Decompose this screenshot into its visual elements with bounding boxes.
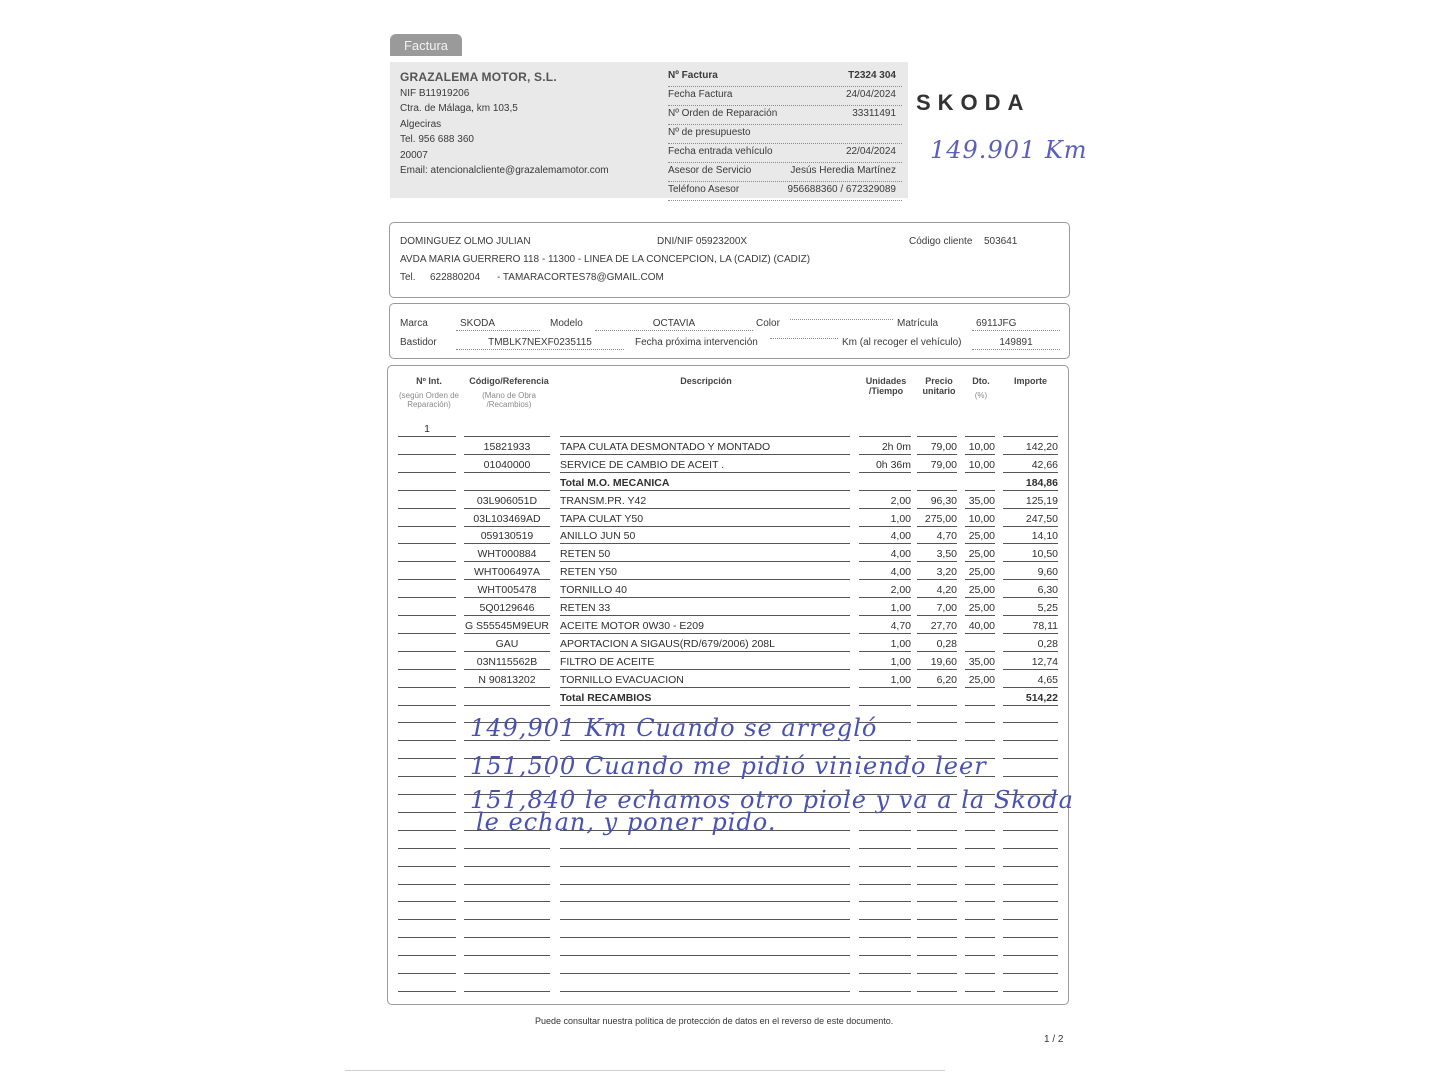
row-discount	[965, 903, 995, 920]
row-units	[859, 850, 911, 867]
meta-vehicle-entry-date	[668, 144, 902, 163]
header-code: Código/Referencia	[469, 376, 549, 386]
row-description: RETEN Y50	[560, 563, 850, 580]
handwritten-km-note: 149.901 Km	[930, 136, 1088, 164]
client-code-label: Código cliente	[909, 236, 973, 247]
row-code: GAU	[464, 635, 550, 652]
row-units	[859, 814, 911, 831]
table-row	[398, 689, 1058, 707]
table-row	[398, 563, 1058, 581]
row-description: TORNILLO EVACUACION	[560, 671, 850, 688]
row-description: Total M.O. MECANICA	[560, 474, 850, 491]
row-discount	[965, 957, 995, 974]
row-code	[464, 975, 550, 992]
table-row	[398, 581, 1058, 599]
table-row	[398, 599, 1058, 617]
row-discount	[965, 939, 995, 956]
row-discount: 35,00	[965, 653, 995, 670]
row-code	[464, 921, 550, 938]
table-row	[398, 420, 1058, 438]
row-code: 15821933	[464, 438, 550, 455]
row-amount	[1003, 921, 1058, 938]
header-discount: Dto.	[972, 376, 990, 386]
row-description: RETEN 50	[560, 545, 850, 562]
row-discount	[965, 706, 995, 723]
vehicle-km-label: Km (al recoger el vehículo)	[842, 337, 962, 348]
meta-repair-order	[668, 106, 902, 125]
row-description: SERVICE DE CAMBIO DE ACEIT .	[560, 456, 850, 473]
vehicle-plate: 6911JFG	[972, 318, 1060, 331]
row-units: 2,00	[859, 492, 911, 509]
row-amount: 4,65	[1003, 671, 1058, 688]
table-row	[398, 850, 1058, 868]
row-price	[917, 957, 957, 974]
row-units: 4,00	[859, 527, 911, 544]
row-price	[917, 420, 957, 437]
row-int	[398, 581, 456, 598]
row-amount: 78,11	[1003, 617, 1058, 634]
row-discount: 10,00	[965, 438, 995, 455]
table-row	[398, 635, 1058, 653]
client-address: AVDA MARIA GUERRERO 118 - 11300 - LINEA DE LA CONCEPCION, LA (CADIZ) (CADIZ)	[400, 254, 811, 265]
row-amount	[1003, 975, 1058, 992]
row-units	[859, 868, 911, 885]
vehicle-next-service-label: Fecha próxima intervención	[635, 337, 758, 348]
row-int	[398, 617, 456, 634]
row-code: 5Q0129646	[464, 599, 550, 616]
row-int	[398, 850, 456, 867]
row-units	[859, 939, 911, 956]
row-int	[398, 957, 456, 974]
row-units	[859, 885, 911, 902]
vehicle-vin: TMBLK7NEXF0235115	[456, 337, 624, 350]
row-amount	[1003, 760, 1058, 777]
row-description: RETEN 33	[560, 599, 850, 616]
row-code	[464, 885, 550, 902]
row-price	[917, 814, 957, 831]
header-discount-sub: (%)	[974, 391, 988, 400]
table-row	[398, 957, 1058, 975]
row-price: 96,30	[917, 492, 957, 509]
meta-label: Fecha Factura	[668, 89, 733, 100]
table-row	[398, 975, 1058, 993]
row-units: 4,70	[859, 617, 911, 634]
row-discount	[965, 850, 995, 867]
document-type-tab: Factura	[390, 34, 462, 56]
header-description: Descripción	[680, 376, 732, 386]
scan-edge	[345, 1070, 945, 1071]
client-box	[389, 222, 1070, 298]
row-description	[560, 975, 850, 992]
row-int	[398, 778, 456, 795]
row-price	[917, 850, 957, 867]
row-description	[560, 921, 850, 938]
meta-value: 956688360 / 672329089	[787, 184, 896, 195]
row-int	[398, 545, 456, 562]
handwritten-note-line: 151,840 le echamos otro piole y va a la Skoda	[470, 786, 1074, 814]
privacy-note: Puede consultar nuestra política de protección de datos en el reverso de este documento.	[535, 1016, 894, 1026]
row-units: 2h 0m	[859, 438, 911, 455]
header-int-sub: (según Orden de Reparación)	[398, 391, 460, 409]
row-discount: 10,00	[965, 510, 995, 527]
row-price: 6,20	[917, 671, 957, 688]
invoice-header	[390, 62, 908, 198]
vehicle-model: OCTAVIA	[595, 318, 753, 331]
row-amount	[1003, 885, 1058, 902]
row-code: 03L103469AD	[464, 510, 550, 527]
row-int	[398, 706, 456, 723]
vehicle-vin-label: Bastidor	[400, 337, 437, 348]
row-price	[917, 832, 957, 849]
row-discount	[965, 868, 995, 885]
table-row	[398, 438, 1058, 456]
table-row	[398, 939, 1058, 957]
meta-label: Nº Factura	[668, 70, 718, 81]
row-units	[859, 832, 911, 849]
row-amount: 514,22	[1003, 689, 1058, 706]
row-description	[560, 957, 850, 974]
row-code: G S55545M9EUR	[464, 617, 550, 634]
vehicle-box	[389, 303, 1070, 359]
table-row	[398, 671, 1058, 689]
table-row	[398, 492, 1058, 510]
row-code	[464, 420, 550, 437]
row-amount: 125,19	[1003, 492, 1058, 509]
brand-logo: SKODA	[916, 90, 1031, 115]
handwritten-note-line: 151,500 Cuando me pidió viniendo leer	[470, 752, 987, 780]
row-amount: 184,86	[1003, 474, 1058, 491]
meta-label: Asesor de Servicio	[668, 165, 752, 176]
row-code: 059130519	[464, 527, 550, 544]
vehicle-brand-label: Marca	[400, 318, 428, 329]
client-name: DOMINGUEZ OLMO JULIAN	[400, 236, 531, 247]
row-amount	[1003, 742, 1058, 759]
row-price: 4,20	[917, 581, 957, 598]
row-units	[859, 975, 911, 992]
handwritten-note-line: 149,901 Km Cuando se arregló	[470, 714, 878, 742]
row-int	[398, 510, 456, 527]
row-units: 1,00	[859, 635, 911, 652]
row-amount	[1003, 939, 1058, 956]
row-amount: 14,10	[1003, 527, 1058, 544]
table-row	[398, 545, 1058, 563]
row-amount	[1003, 706, 1058, 723]
row-discount	[965, 832, 995, 849]
row-price: 0,28	[917, 635, 957, 652]
vehicle-next-service	[770, 337, 838, 339]
table-row	[398, 868, 1058, 886]
header-int: Nº Int.	[416, 376, 442, 386]
meta-label: Fecha entrada vehículo	[668, 146, 773, 157]
row-units	[859, 420, 911, 437]
row-price	[917, 474, 957, 491]
row-int	[398, 724, 456, 741]
table-row	[398, 510, 1058, 528]
company-address: Ctra. de Málaga, km 103,5	[400, 103, 518, 114]
table-row	[398, 456, 1058, 474]
row-code	[464, 939, 550, 956]
row-amount: 10,50	[1003, 545, 1058, 562]
row-discount	[965, 814, 995, 831]
row-int	[398, 474, 456, 491]
row-discount	[965, 420, 995, 437]
vehicle-color	[790, 318, 893, 320]
row-units	[859, 903, 911, 920]
row-int	[398, 527, 456, 544]
row-amount: 9,60	[1003, 563, 1058, 580]
meta-value: 22/04/2024	[845, 146, 896, 157]
table-row	[398, 617, 1058, 635]
header-code-sub: (Mano de Obra /Recambios)	[482, 391, 536, 409]
row-int	[398, 939, 456, 956]
row-int	[398, 438, 456, 455]
meta-service-advisor	[668, 163, 902, 182]
row-price	[917, 975, 957, 992]
client-code: 503641	[984, 236, 1018, 247]
company-info	[400, 70, 609, 179]
row-code	[464, 850, 550, 867]
row-discount	[965, 635, 995, 652]
row-description	[560, 903, 850, 920]
row-price: 3,20	[917, 563, 957, 580]
row-discount	[965, 724, 995, 741]
row-description	[560, 420, 850, 437]
row-price	[917, 706, 957, 723]
meta-label: Teléfono Asesor	[668, 184, 740, 195]
row-amount: 5,25	[1003, 599, 1058, 616]
table-row	[398, 474, 1058, 492]
vehicle-km: 149891	[972, 337, 1060, 350]
row-int	[398, 671, 456, 688]
row-units: 0h 36m	[859, 456, 911, 473]
row-price	[917, 689, 957, 706]
meta-invoice-number	[668, 68, 902, 87]
row-code	[464, 868, 550, 885]
row-discount	[965, 921, 995, 938]
row-discount: 40,00	[965, 617, 995, 634]
row-discount: 35,00	[965, 492, 995, 509]
row-code: WHT000884	[464, 545, 550, 562]
row-price	[917, 885, 957, 902]
table-row	[398, 903, 1058, 921]
row-price: 79,00	[917, 456, 957, 473]
client-phone: 622880204	[430, 272, 481, 283]
row-description: APORTACION A SIGAUS(RD/679/2006) 208L	[560, 635, 850, 652]
row-discount: 25,00	[965, 527, 995, 544]
row-amount: 42,66	[1003, 456, 1058, 473]
meta-quote-number	[668, 125, 902, 144]
meta-value: T2324 304	[848, 70, 896, 81]
row-units	[859, 957, 911, 974]
row-description: TORNILLO 40	[560, 581, 850, 598]
row-int	[398, 868, 456, 885]
row-amount	[1003, 868, 1058, 885]
company-phone: Tel. 956 688 360	[400, 134, 474, 145]
row-units	[859, 474, 911, 491]
handwritten-note-line: le echan, y poner pido.	[476, 808, 777, 836]
row-int	[398, 653, 456, 670]
row-amount	[1003, 724, 1058, 741]
table-row	[398, 921, 1058, 939]
row-code: WHT006497A	[464, 563, 550, 580]
row-description: TAPA CULATA DESMONTADO Y MONTADO	[560, 438, 850, 455]
row-price: 19,60	[917, 653, 957, 670]
row-discount	[965, 689, 995, 706]
row-int: 1	[398, 420, 456, 437]
meta-label: Nº de presupuesto	[668, 127, 751, 138]
row-int	[398, 563, 456, 580]
row-int	[398, 689, 456, 706]
row-code	[464, 957, 550, 974]
row-int	[398, 796, 456, 813]
row-amount	[1003, 832, 1058, 849]
row-description: ANILLO JUN 50	[560, 527, 850, 544]
row-discount: 25,00	[965, 671, 995, 688]
row-int	[398, 903, 456, 920]
header-units: Unidades /Tiempo	[865, 376, 907, 396]
row-int	[398, 921, 456, 938]
row-description: TAPA CULAT Y50	[560, 510, 850, 527]
row-int	[398, 814, 456, 831]
row-code	[464, 903, 550, 920]
row-discount	[965, 975, 995, 992]
row-code: WHT005478	[464, 581, 550, 598]
meta-value: Jesús Heredia Martínez	[790, 165, 896, 176]
row-int	[398, 492, 456, 509]
row-description	[560, 850, 850, 867]
row-amount: 12,74	[1003, 653, 1058, 670]
row-code	[464, 474, 550, 491]
row-amount	[1003, 850, 1058, 867]
company-name: GRAZALEMA MOTOR, S.L.	[400, 70, 557, 84]
company-code: 20007	[400, 149, 428, 161]
row-units: 4,00	[859, 563, 911, 580]
row-discount	[965, 885, 995, 902]
row-discount: 10,00	[965, 456, 995, 473]
row-units: 1,00	[859, 671, 911, 688]
row-units: 1,00	[859, 653, 911, 670]
row-price	[917, 921, 957, 938]
row-description	[560, 868, 850, 885]
company-city: Algeciras	[400, 118, 442, 130]
row-units	[859, 921, 911, 938]
row-units: 1,00	[859, 510, 911, 527]
row-price	[917, 868, 957, 885]
row-amount	[1003, 903, 1058, 920]
row-int	[398, 742, 456, 759]
row-amount: 247,50	[1003, 510, 1058, 527]
meta-invoice-date	[668, 87, 902, 106]
vehicle-color-label: Color	[756, 318, 780, 329]
row-code: 03N115562B	[464, 653, 550, 670]
client-email: - TAMARACORTES78@GMAIL.COM	[497, 272, 664, 283]
row-price: 3,50	[917, 545, 957, 562]
row-price: 7,00	[917, 599, 957, 616]
client-dni: DNI/NIF 05923200X	[657, 236, 748, 247]
row-price: 27,70	[917, 617, 957, 634]
company-email: Email: atencionalcliente@grazalemamotor.com	[400, 165, 609, 176]
row-discount: 25,00	[965, 599, 995, 616]
row-int	[398, 885, 456, 902]
table-row	[398, 653, 1058, 671]
row-units: 1,00	[859, 599, 911, 616]
row-int	[398, 456, 456, 473]
row-int	[398, 975, 456, 992]
meta-advisor-phone	[668, 182, 902, 201]
company-nif: NIF B11919206	[400, 87, 470, 99]
row-int	[398, 599, 456, 616]
invoice-meta	[668, 68, 902, 201]
table-row	[398, 527, 1058, 545]
client-tel-label: Tel.	[400, 272, 416, 283]
row-discount: 25,00	[965, 581, 995, 598]
row-amount: 6,30	[1003, 581, 1058, 598]
row-int	[398, 760, 456, 777]
header-amount: Importe	[1013, 376, 1047, 386]
row-amount	[1003, 420, 1058, 437]
row-code: N 90813202	[464, 671, 550, 688]
vehicle-model-label: Modelo	[550, 318, 583, 329]
row-price: 275,00	[917, 510, 957, 527]
vehicle-brand: SKODA	[456, 318, 540, 331]
row-units: 2,00	[859, 581, 911, 598]
page-number: 1 / 2	[1044, 1034, 1064, 1045]
row-description: Total RECAMBIOS	[560, 689, 850, 706]
row-int	[398, 635, 456, 652]
meta-label: Nº Orden de Reparación	[668, 108, 778, 119]
table-row	[398, 885, 1058, 903]
row-int	[398, 832, 456, 849]
row-description: FILTRO DE ACEITE	[560, 653, 850, 670]
row-discount: 25,00	[965, 545, 995, 562]
row-code: 03L906051D	[464, 492, 550, 509]
row-description: ACEITE MOTOR 0W30 - E209	[560, 617, 850, 634]
row-units: 4,00	[859, 545, 911, 562]
row-description: TRANSM.PR. Y42	[560, 492, 850, 509]
row-discount: 25,00	[965, 563, 995, 580]
meta-value: 33311491	[852, 108, 896, 119]
row-price: 4,70	[917, 527, 957, 544]
row-amount: 142,20	[1003, 438, 1058, 455]
row-units	[859, 689, 911, 706]
vehicle-plate-label: Matrícula	[897, 318, 939, 329]
header-price: Precio unitario	[922, 376, 956, 396]
row-price	[917, 903, 957, 920]
row-description	[560, 885, 850, 902]
meta-value: 24/04/2024	[845, 89, 896, 100]
row-amount	[1003, 814, 1058, 831]
row-amount	[1003, 957, 1058, 974]
row-code	[464, 689, 550, 706]
row-price	[917, 724, 957, 741]
row-price: 79,00	[917, 438, 957, 455]
row-amount: 0,28	[1003, 635, 1058, 652]
row-code: 01040000	[464, 456, 550, 473]
row-price	[917, 939, 957, 956]
row-discount	[965, 474, 995, 491]
row-description	[560, 939, 850, 956]
